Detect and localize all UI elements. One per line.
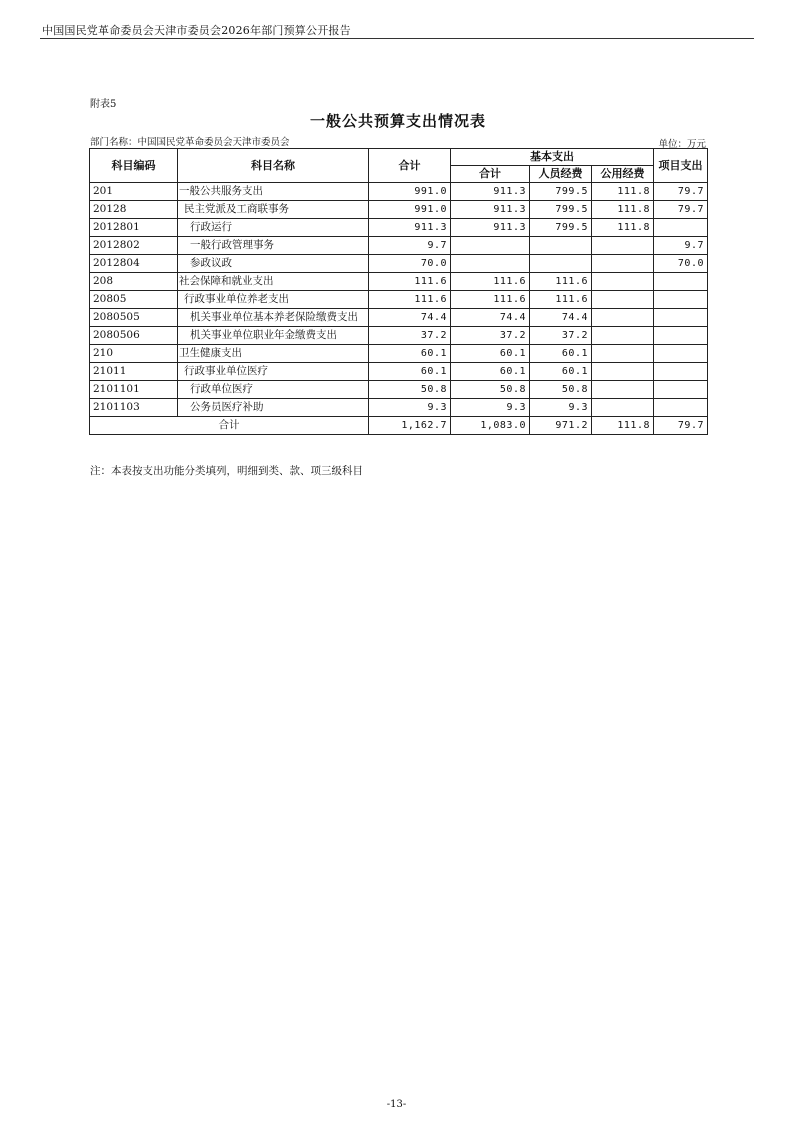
table-title: 一般公共预算支出情况表 (309, 112, 486, 130)
row-name: 机关事业单位基本养老保险缴费支出 (178, 309, 369, 327)
row-name: 卫生健康支出 (178, 345, 369, 363)
column-header-basic-total: 合计 (451, 166, 530, 183)
row-code: 2012802 (90, 237, 178, 255)
row-basic-total: 9.3 (451, 399, 530, 417)
row-personnel: 799.5 (530, 219, 592, 237)
row-personnel: 799.5 (530, 183, 592, 201)
row-total: 37.2 (369, 327, 451, 345)
row-name: 行政事业单位养老支出 (178, 291, 369, 309)
row-code: 20128 (90, 201, 178, 219)
row-total: 111.6 (369, 273, 451, 291)
row-total: 74.4 (369, 309, 451, 327)
row-total: 50.8 (369, 381, 451, 399)
row-name: 行政事业单位医疗 (178, 363, 369, 381)
row-public: 111.8 (592, 201, 654, 219)
table-row (90, 201, 708, 219)
row-public (592, 291, 654, 309)
row-public (592, 255, 654, 273)
table-row (90, 327, 708, 345)
row-total: 111.6 (369, 291, 451, 309)
row-personnel: 9.3 (530, 399, 592, 417)
total-row-personnel: 971.2 (530, 417, 592, 435)
row-code: 2012801 (90, 219, 178, 237)
row-personnel (530, 237, 592, 255)
row-name: 公务员医疗补助 (178, 399, 369, 417)
row-code: 21011 (90, 363, 178, 381)
table-row (90, 237, 708, 255)
row-total: 991.0 (369, 183, 451, 201)
row-project (654, 327, 708, 345)
page-number: -13- (386, 1099, 407, 1110)
row-public (592, 399, 654, 417)
column-header-personnel: 人员经费 (530, 166, 592, 183)
total-row-public: 111.8 (592, 417, 654, 435)
row-personnel: 37.2 (530, 327, 592, 345)
row-total: 991.0 (369, 201, 451, 219)
row-public (592, 309, 654, 327)
row-basic-total: 911.3 (451, 183, 530, 201)
row-public: 111.8 (592, 183, 654, 201)
row-name: 一般公共服务支出 (178, 183, 369, 201)
row-code: 2101101 (90, 381, 178, 399)
row-personnel: 74.4 (530, 309, 592, 327)
row-basic-total: 60.1 (451, 363, 530, 381)
row-code: 2101103 (90, 399, 178, 417)
row-public (592, 363, 654, 381)
row-personnel: 799.5 (530, 201, 592, 219)
row-project (654, 291, 708, 309)
table-note: 注：本表按支出功能分类填列，明细到类、款、项三级科目 (90, 465, 363, 477)
table-row (90, 381, 708, 399)
row-public (592, 327, 654, 345)
table-row (90, 255, 708, 273)
total-row-project: 79.7 (654, 417, 708, 435)
row-project: 79.7 (654, 183, 708, 201)
table-row (90, 183, 708, 201)
row-code: 2012804 (90, 255, 178, 273)
row-project (654, 309, 708, 327)
row-project: 79.7 (654, 201, 708, 219)
row-basic-total: 60.1 (451, 345, 530, 363)
row-basic-total: 50.8 (451, 381, 530, 399)
row-total: 70.0 (369, 255, 451, 273)
row-basic-total (451, 255, 530, 273)
appendix-label: 附表5 (90, 99, 117, 110)
row-code: 208 (90, 273, 178, 291)
row-public: 111.8 (592, 219, 654, 237)
unit-label: 单位：万元 (658, 139, 706, 150)
row-personnel: 111.6 (530, 273, 592, 291)
total-row-label: 合计 (90, 417, 369, 435)
row-public (592, 273, 654, 291)
header-divider (40, 38, 754, 39)
table-row (90, 363, 708, 381)
row-project: 9.7 (654, 237, 708, 255)
row-name: 机关事业单位职业年金缴费支出 (178, 327, 369, 345)
table-row (90, 309, 708, 327)
row-basic-total (451, 237, 530, 255)
row-project (654, 363, 708, 381)
row-code: 2080505 (90, 309, 178, 327)
column-header-name: 科目名称 (178, 149, 369, 183)
row-public (592, 381, 654, 399)
row-basic-total: 911.3 (451, 219, 530, 237)
budget-table (89, 148, 708, 435)
table-header-row (90, 149, 708, 166)
row-personnel: 50.8 (530, 381, 592, 399)
row-basic-total: 111.6 (451, 291, 530, 309)
row-code: 20805 (90, 291, 178, 309)
total-row (90, 417, 708, 435)
row-name: 参政议政 (178, 255, 369, 273)
row-personnel (530, 255, 592, 273)
column-header-total: 合计 (369, 149, 451, 183)
column-header-project: 项目支出 (654, 149, 708, 183)
row-name: 行政运行 (178, 219, 369, 237)
row-total: 60.1 (369, 363, 451, 381)
row-code: 2080506 (90, 327, 178, 345)
row-personnel: 60.1 (530, 345, 592, 363)
row-name: 一般行政管理事务 (178, 237, 369, 255)
row-project (654, 219, 708, 237)
column-header-basic: 基本支出 (451, 149, 654, 166)
row-public (592, 237, 654, 255)
table-row (90, 399, 708, 417)
row-code: 201 (90, 183, 178, 201)
row-name: 民主党派及工商联事务 (178, 201, 369, 219)
row-code: 210 (90, 345, 178, 363)
row-basic-total: 911.3 (451, 201, 530, 219)
total-row-basic-total: 1,083.0 (451, 417, 530, 435)
total-row-total: 1,162.7 (369, 417, 451, 435)
row-total: 9.7 (369, 237, 451, 255)
row-personnel: 111.6 (530, 291, 592, 309)
department-name: 部门名称：中国国民党革命委员会天津市委员会 (90, 137, 290, 148)
row-personnel: 60.1 (530, 363, 592, 381)
row-project (654, 273, 708, 291)
row-project: 70.0 (654, 255, 708, 273)
column-header-code: 科目编码 (90, 149, 178, 183)
row-total: 9.3 (369, 399, 451, 417)
row-project (654, 399, 708, 417)
row-basic-total: 37.2 (451, 327, 530, 345)
row-total: 60.1 (369, 345, 451, 363)
table-row (90, 291, 708, 309)
row-public (592, 345, 654, 363)
row-project (654, 345, 708, 363)
row-total: 911.3 (369, 219, 451, 237)
column-header-public: 公用经费 (592, 166, 654, 183)
report-header-title: 中国国民党革命委员会天津市委员会2026年部门预算公开报告 (42, 24, 351, 37)
table-row (90, 219, 708, 237)
row-basic-total: 111.6 (451, 273, 530, 291)
table-row (90, 345, 708, 363)
row-project (654, 381, 708, 399)
table-row (90, 273, 708, 291)
row-basic-total: 74.4 (451, 309, 530, 327)
row-name: 行政单位医疗 (178, 381, 369, 399)
row-name: 社会保障和就业支出 (178, 273, 369, 291)
